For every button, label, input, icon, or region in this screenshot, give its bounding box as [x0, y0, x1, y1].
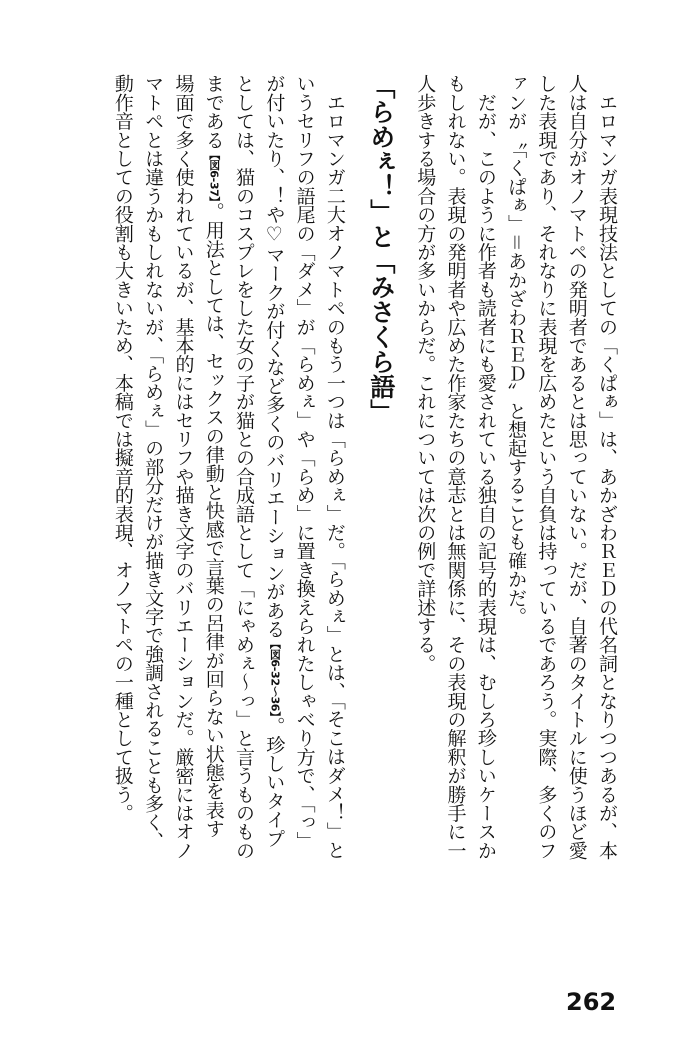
text-line: [259, 74, 289, 864]
page-number: 262: [566, 988, 617, 1016]
text-line: 動作音としての役割も大きいため、本稿では擬音的表現、オノマトペの一種として扱う。: [111, 74, 134, 823]
text-line: いうセリフの語尾の「ダメ」が「らめぇ」や「らめ」に置き換えられたしゃべり方で、「っ」: [293, 74, 316, 850]
text-line: 人は自分がオノマトペの発明者であるとは思っていない。だが、自著のタイトルに使うほど愛: [565, 74, 588, 860]
text-segment: まである: [202, 74, 225, 149]
text-segment: 。珍しいタイプ: [263, 716, 286, 848]
text-line: もしれない。表現の発明者や広めた作家たちの意志とは無関係に、その表現の解釈が勝手に一: [444, 74, 467, 860]
text-line: ァンが〝「くぱぁ」＝あかざわＲＥＤ〟と想起することも確かだ。: [505, 74, 528, 626]
section-heading: 「らめぇ！」と「みさくら語」: [366, 74, 396, 424]
text-line: エロマンガ表現技法としての「くぱぁ」は、あかざわＲＥＤの代名詞となりつつあるが、本: [596, 74, 618, 860]
text-segment: が付いたり、！や♡マークが付くなど多くのバリエーションがある: [263, 74, 286, 639]
text-line: [198, 74, 228, 864]
body-text: [108, 74, 622, 864]
text-line: エロマンガ二大オノマトペのもう一つは「らめぇ」だ。「らめぇ」とは、「そこはダメ！」と: [323, 74, 346, 860]
text-line: 場面で多く使われているが、基本的にはセリフや描き文字のバリエーションだ。厳密にはオノ: [172, 74, 195, 860]
figure-reference: 【図6-37】: [207, 148, 221, 202]
text-segment: 。用法としては、セックスの律動と快感で言葉の呂律が回らない状態を表す: [202, 201, 225, 838]
text-line: だが、このように作者も読者にも愛されている独自の記号的表現は、むしろ珍しいケースか: [474, 74, 497, 860]
text-line: マトペとは違うかもしれないが、「らめぇ」の部分だけが描き文字で強調されることも多く、: [142, 74, 165, 850]
text-line: としては、猫のコスプレをした女の子が猫との合成語として「にゃめぇ〜っ」と言うものもの: [233, 74, 256, 860]
text-line: 人歩きする場合の方が多いからだ。これについては次の例で詳述する。: [414, 74, 437, 673]
figure-reference: 【図6-32〜36】: [268, 638, 282, 717]
text-line: した表現であり、それなりに表現を広めたという自負は持っているであろう。実際、多くのフ: [535, 74, 558, 860]
